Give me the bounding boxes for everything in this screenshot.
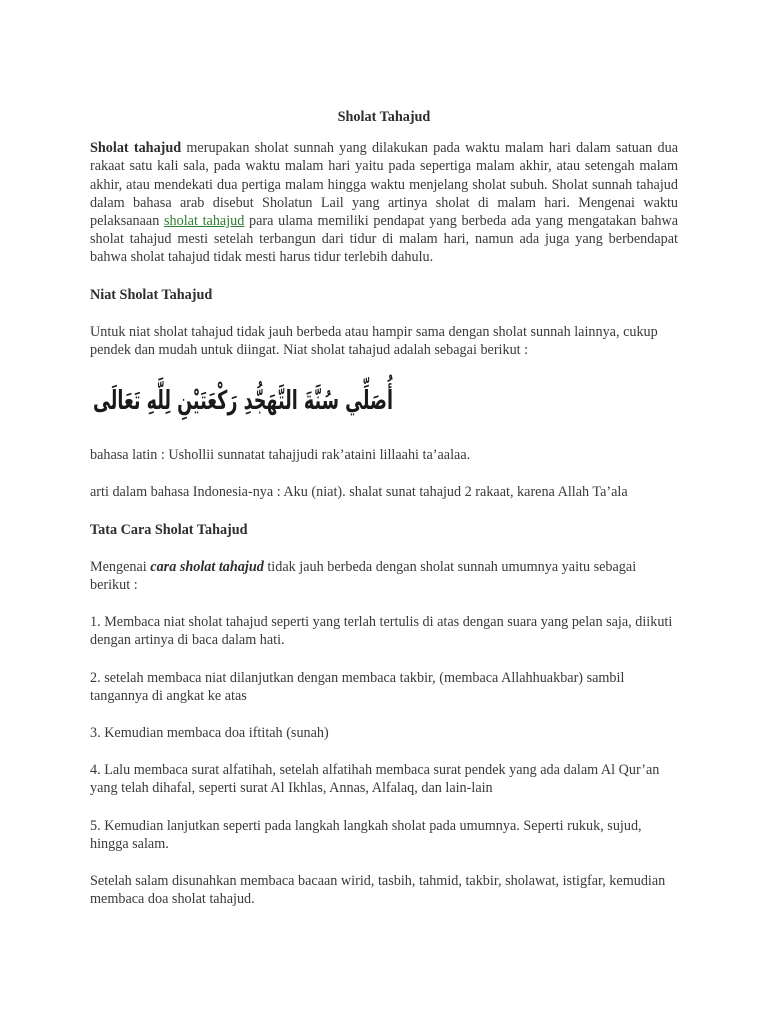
arabic-calligraphy <box>91 371 538 427</box>
niat-heading: Niat Sholat Tahajud <box>90 286 213 303</box>
step-5: 5. Kemudian lanjutkan seperti pada langkah langkah sholat pada umumnya. Seperti rukuk, sujud, hingga salam. <box>90 817 642 852</box>
document-title: Sholat Tahajud <box>337 109 431 125</box>
tata-cara-heading: Tata Cara Sholat Tahajud <box>90 521 248 538</box>
tata-intro-text-a: Mengenai <box>90 558 151 575</box>
intro-text-a: merupakan sholat sunnah yang dilakukan pada waktu malam hari dalam satuan dua rakaat satu kali sala, pada waktu malam hari yaitu pada sepertiga malam akhir, atau setengah malam akhir, atau mendekati dua pertiga malam hingga waktu menjelang sholat subuh. Sholat sunnah tahajud dalam bahasa arab disebut Sholatun Lail yang artinya sholat di malam hari. Mengenai waktu pelaksanaan <box>90 140 678 230</box>
arabic-niat-image <box>91 371 538 427</box>
intro-bold-lead: Sholat tahajud <box>90 140 182 157</box>
tata-cara-intro <box>90 558 678 594</box>
step-4: 4. Lalu membaca surat alfatihah, setelah alfatihah membaca surat pendek yang ada dalam Al Qur’an yang telah dihafal, seperti surat Al Ikhlas, Annas, Alfalaq, dan lain-lain <box>90 762 660 797</box>
arabic-niat-text: أُصَلِّي سُنَّةَ التَّهَجُّدِ رَكْعَتَيْنِ لِلَّهِ تَعَالَى <box>93 386 538 417</box>
intro-paragraph <box>90 139 678 266</box>
sholat-tahajud-link[interactable]: sholat tahajud <box>164 213 245 230</box>
document-page <box>90 108 678 908</box>
tata-intro-text-b: tidak jauh berbeda dengan sholat sunnah umumnya yaitu sebagai berikut : <box>90 558 637 594</box>
niat-intro: Untuk niat sholat tahajud tidak jauh berbeda atau hampir sama dengan sholat sunnah lainnya, cukup pendek dan mudah untuk diingat. Niat sholat tahajud adalah sebagai berikut : <box>90 323 658 359</box>
arti-text: arti dalam bahasa Indonesia-nya : Aku (niat). shalat sunat tahajud 2 rakaat, karena Allah Ta’ala <box>90 484 628 501</box>
latin-text: bahasa latin : Ushollii sunnatat tahajjudi rak’ataini lillaahi ta’aalaa. <box>90 447 471 464</box>
step-1: 1. Membaca niat sholat tahajud seperti yang terlah tertulis di atas dengan suara yang pelan saja, diikuti dengan artinya di baca dalam hati. <box>90 614 673 649</box>
tata-intro-bold-italic: cara sholat tahajud <box>150 558 264 575</box>
intro-text-b: para ulama memiliki pendapat yang berbeda ada yang mengatakan bahwa sholat tahajud mesti setelah terbangun dari tidur di malam hari, namun ada juga yang berbendapat bahwa sholat tahajud tidak mesti harus tidur terlebih dahulu. <box>90 213 679 266</box>
closing-paragraph: Setelah salam disunahkan membaca bacaan wirid, tasbih, tahmid, takbir, sholawat, istigfar, kemudian membaca doa sholat tahajud. <box>90 873 666 908</box>
step-2: 2. setelah membaca niat dilanjutkan dengan membaca takbir, (membaca Allahhuakbar) sambil tangannya di angkat ke atas <box>90 669 625 704</box>
step-3: 3. Kemudian membaca doa iftitah (sunah) <box>90 725 329 742</box>
